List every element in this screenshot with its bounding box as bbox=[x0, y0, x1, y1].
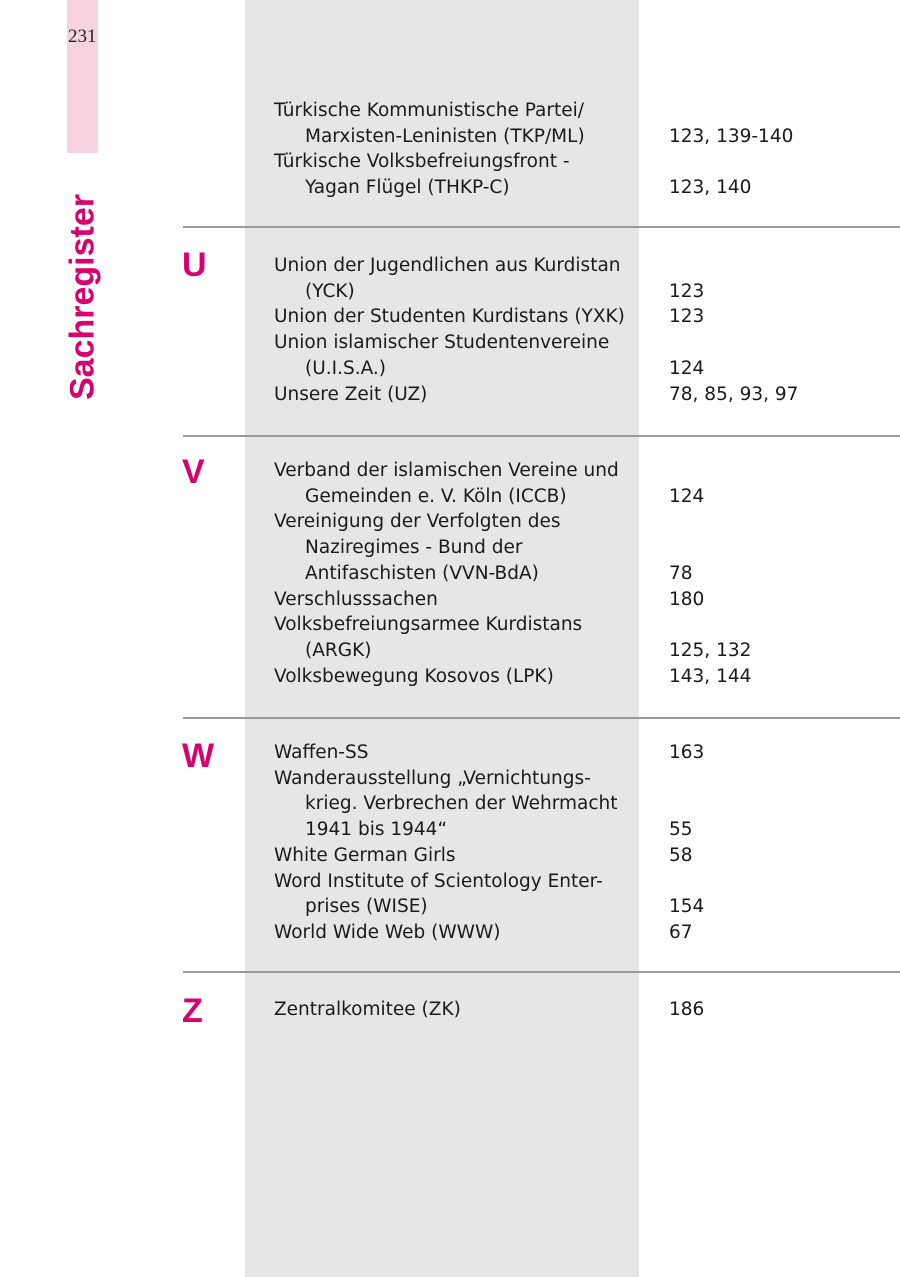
index-term-continuation: prises (WISE) bbox=[305, 896, 428, 918]
index-page-refs: 55 bbox=[669, 819, 693, 841]
index-page-refs: 163 bbox=[669, 742, 705, 763]
index-page-refs: 143, 144 bbox=[669, 665, 752, 687]
index-page-refs: 78 bbox=[669, 562, 693, 584]
index-term: Volksbefreiungsarmee Kurdistans bbox=[274, 614, 583, 636]
section-divider bbox=[183, 435, 900, 437]
index-term: Union islamischer Studentenvereine bbox=[274, 332, 610, 354]
index-letter: W bbox=[182, 737, 215, 775]
index-page-refs: 125, 132 bbox=[669, 639, 752, 661]
index-page-refs: 154 bbox=[669, 896, 705, 918]
index-term: Türkische Kommunistische Partei/ bbox=[274, 100, 585, 121]
index-term: Waffen-SS bbox=[274, 742, 369, 763]
index-term-continuation: 1941 bis 1944“ bbox=[305, 819, 448, 841]
index-term-continuation: Antifaschisten (VVN-BdA) bbox=[305, 562, 539, 584]
index-page-refs: 123, 139-140 bbox=[669, 125, 794, 147]
page-number: 231 bbox=[68, 26, 97, 47]
index-term: Verschlusssachen bbox=[274, 588, 438, 610]
index-page-refs: 123, 140 bbox=[669, 177, 752, 199]
index-term: Türkische Volksbefreiungsfront - bbox=[274, 151, 570, 173]
index-page-refs: 78, 85, 93, 97 bbox=[669, 383, 799, 405]
index-page-refs: 180 bbox=[669, 588, 705, 610]
index-term-continuation: krieg. Verbrechen der Wehrmacht bbox=[305, 793, 618, 815]
index-page-refs: 186 bbox=[669, 999, 705, 1020]
section-divider bbox=[183, 971, 900, 973]
index-letter: U bbox=[182, 246, 207, 284]
index-term-continuation: Naziregimes - Bund der bbox=[305, 537, 523, 559]
section-divider bbox=[183, 226, 900, 228]
index-term: World Wide Web (WWW) bbox=[274, 921, 501, 943]
index-term: Union der Studenten Kurdistans (YXK) bbox=[274, 306, 625, 328]
index-term-continuation: Yagan Flügel (THKP-C) bbox=[305, 177, 510, 199]
index-term: Vereinigung der Verfolgten des bbox=[274, 511, 561, 533]
index-letter: V bbox=[182, 453, 205, 491]
index-term-continuation: (ARGK) bbox=[305, 639, 372, 661]
index-page-refs: 124 bbox=[669, 357, 705, 379]
index-term: Verband der islamischen Vereine und bbox=[274, 460, 619, 481]
index-term-continuation: Marxisten-Leninisten (TKP/ML) bbox=[305, 125, 585, 147]
index-term: Union der Jugendlichen aus Kurdistan bbox=[274, 255, 621, 276]
index-page-refs: 58 bbox=[669, 844, 693, 866]
index-page-refs: 123 bbox=[669, 306, 705, 328]
index-letter: Z bbox=[182, 992, 203, 1030]
index-page-refs: 67 bbox=[669, 921, 693, 943]
section-divider bbox=[183, 717, 900, 719]
index-term-continuation: (YCK) bbox=[305, 280, 355, 302]
index-term: Zentralkomitee (ZK) bbox=[274, 999, 461, 1020]
page-tab-marker bbox=[67, 0, 98, 153]
index-term: Unsere Zeit (UZ) bbox=[274, 383, 428, 405]
index-page-refs: 124 bbox=[669, 485, 705, 507]
index-term: White German Girls bbox=[274, 844, 456, 866]
index-term-continuation: Gemeinden e. V. Köln (ICCB) bbox=[305, 485, 567, 507]
index-term-continuation: (U.I.S.A.) bbox=[305, 357, 387, 379]
section-title-vertical: Sachregister bbox=[63, 194, 102, 400]
index-term: Word Institute of Scientology Enter- bbox=[274, 870, 603, 892]
index-term: Wanderausstellung „Vernichtungs- bbox=[274, 767, 591, 789]
index-page-refs: 123 bbox=[669, 280, 705, 302]
index-term: Volksbewegung Kosovos (LPK) bbox=[274, 665, 554, 687]
